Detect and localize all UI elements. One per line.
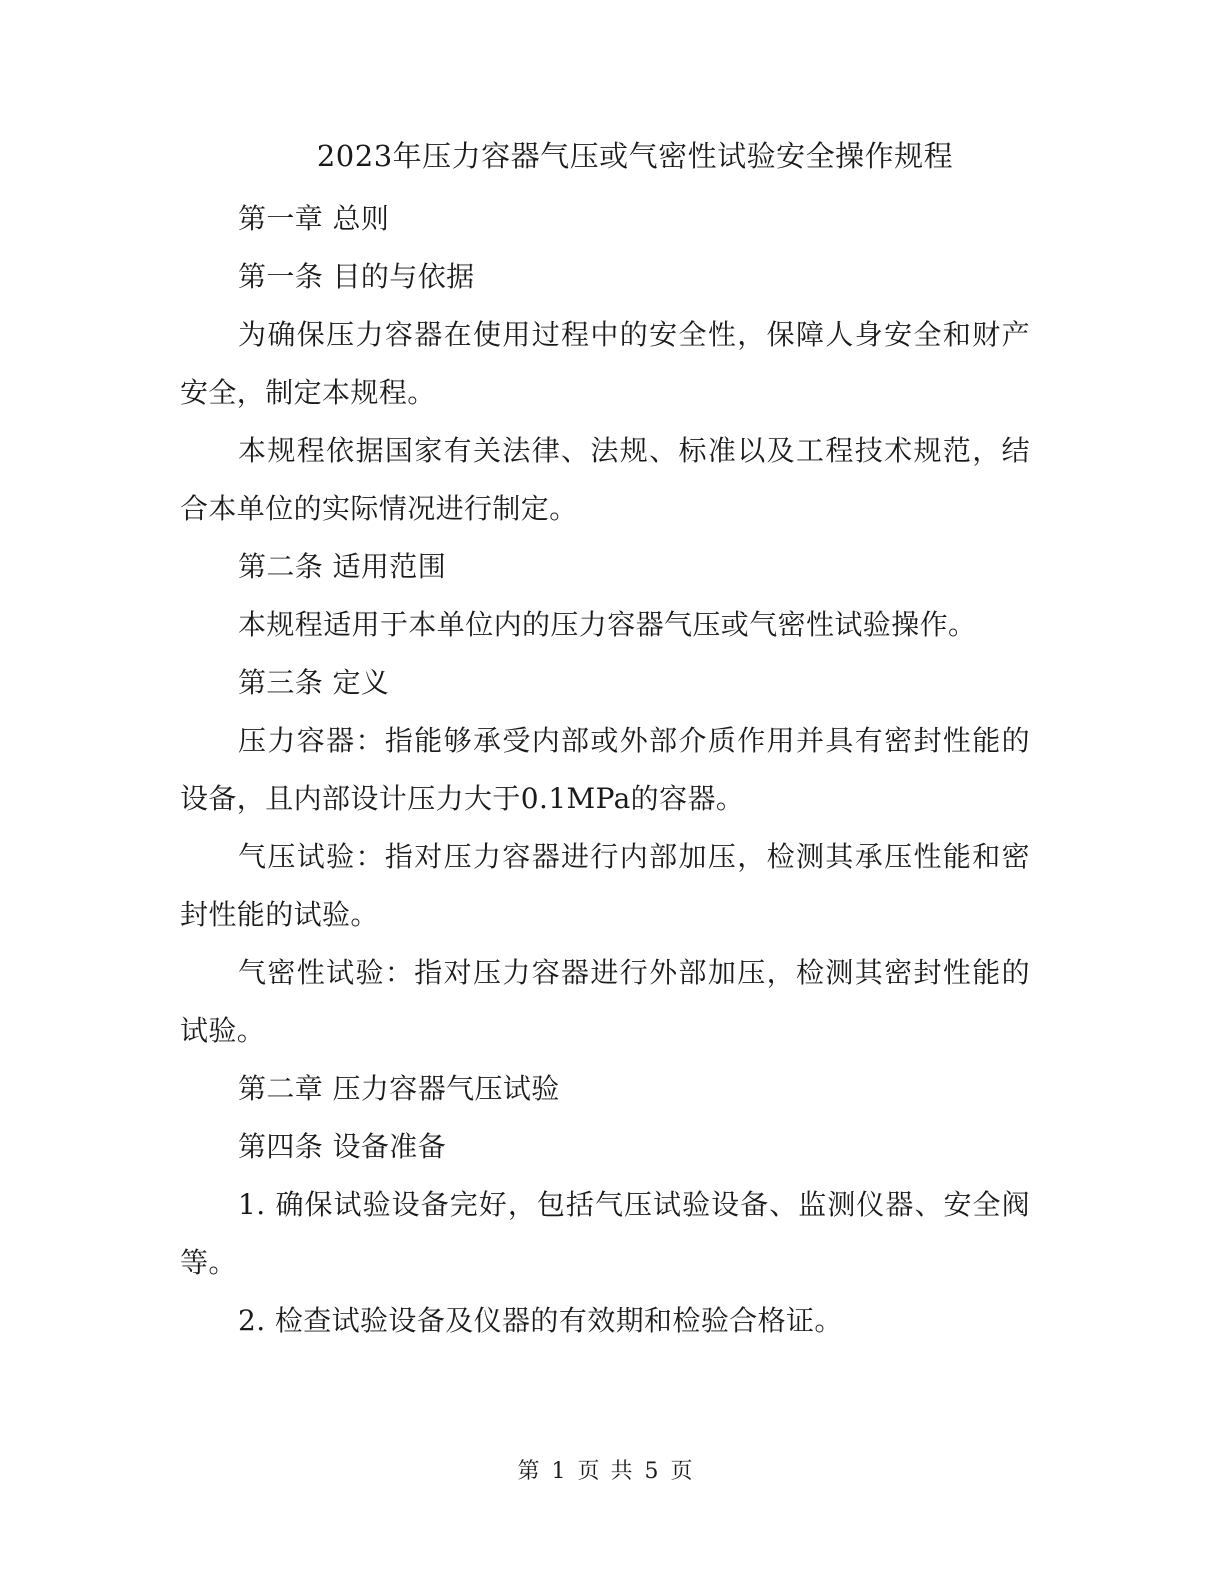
page-suffix: 页 (670, 1459, 693, 1484)
article-heading: 第一条 目的与依据 (238, 260, 475, 293)
page-number-footer (0, 1457, 1210, 1487)
paragraph: 气压试验：指对压力容器进行内部加压，检测其承压性能和密封性能的试验。 (180, 840, 1030, 931)
list-item: 1. 确保试验设备完好，包括气压试验设备、监测仪器、安全阀等。 (180, 1188, 1030, 1279)
paragraph: 为确保压力容器在使用过程中的安全性，保障人身安全和财产安全，制定本规程。 (180, 318, 1030, 409)
paragraph: 气密性试验：指对压力容器进行外部加压，检测其密封性能的试验。 (180, 956, 1030, 1047)
paragraph: 压力容器：指能够承受内部或外部介质作用并具有密封性能的设备，且内部设计压力大于0.1MPa的容器。 (180, 724, 1030, 815)
page-mid: 页 共 (577, 1459, 633, 1484)
page-current: 1 (551, 1459, 566, 1484)
paragraph: 本规程适用于本单位内的压力容器气压或气密性试验操作。 (238, 608, 977, 641)
chapter-heading: 第一章 总则 (238, 202, 390, 235)
article-heading: 第二条 适用范围 (238, 550, 447, 583)
list-item: 2. 检查试验设备及仪器的有效期和检验合格证。 (238, 1304, 843, 1337)
paragraph: 本规程依据国家有关法律、法规、标准以及工程技术规范，结合本单位的实际情况进行制定。 (180, 434, 1030, 525)
article-heading: 第三条 定义 (238, 666, 390, 699)
article-heading: 第四条 设备准备 (238, 1130, 447, 1163)
page-prefix: 第 (517, 1459, 540, 1484)
document-body (180, 190, 1030, 1350)
page-total: 5 (644, 1459, 659, 1484)
chapter-heading: 第二章 压力容器气压试验 (238, 1072, 560, 1105)
document-title: 2023年压力容器气压或气密性试验安全操作规程 (316, 139, 954, 173)
